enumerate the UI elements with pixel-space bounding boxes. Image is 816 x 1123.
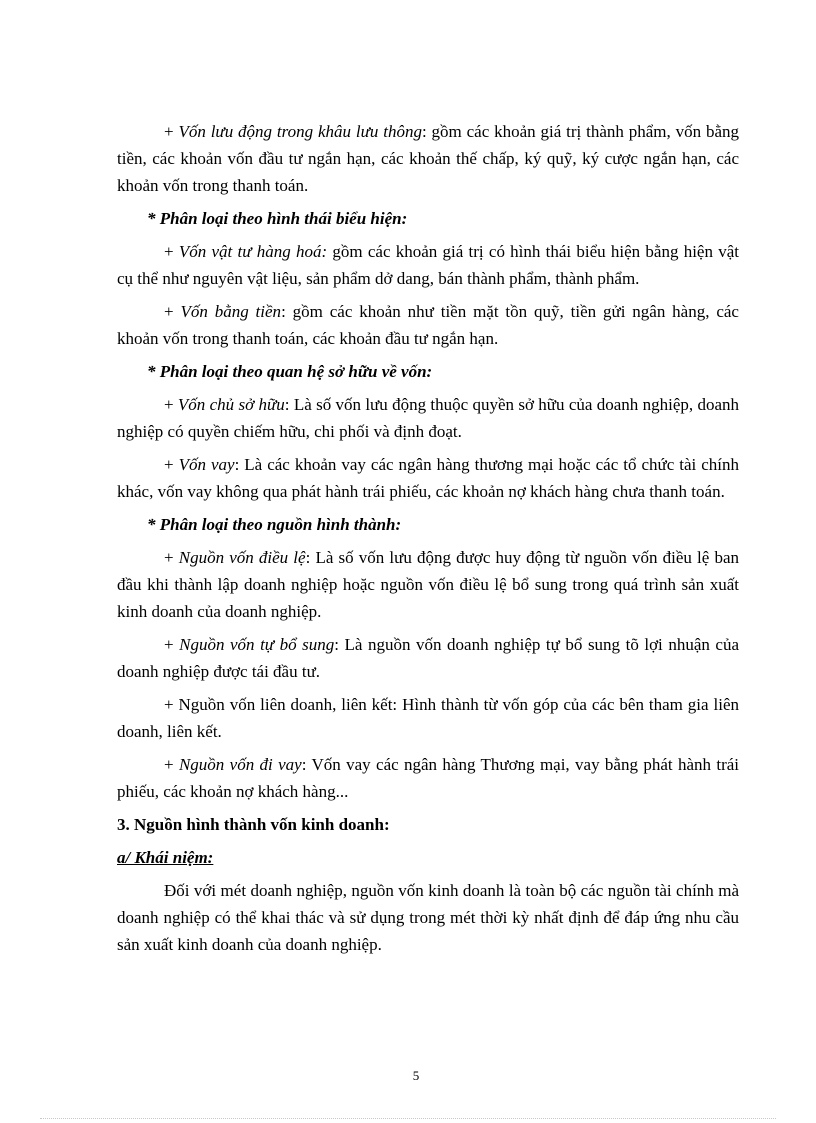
heading-hinh-thai: * Phân loại theo hình thái biểu hiện: [147, 209, 408, 228]
section-heading-nguon-von: 3. Nguồn hình thành vốn kinh doanh: [117, 815, 390, 834]
heading-nguon-hinh-thanh: * Phân loại theo nguồn hình thành: [147, 515, 402, 534]
text-rest: : gồm các khoản giá trị thành phẩm, vốn bằng tiền, các khoản vốn đầu tư ngắn hạn, các khoản thế chấp, ký quỹ, ký cược ngắn hạn, các khoản vốn trong thanh toán. [117, 122, 739, 195]
text-rest: : gồm các khoản như tiền mặt tồn quỹ, tiền gửi ngân hàng, các khoản vốn trong thanh toán, các khoản đầu tư ngắn hạn. [117, 302, 739, 348]
text-italic-term: Vốn chủ sở hữu [177, 395, 285, 414]
text-italic-term: Nguồn vốn điều lệ [178, 548, 306, 567]
text-rest: : Là nguồn vốn doanh nghiệp tự bổ sung tõ lợi nhuận của doanh nghiệp được tái đầu tư. [117, 635, 739, 681]
paragraph-dieu-le [117, 544, 739, 625]
text-rest: gồm các khoản giá trị có hình thái biểu hiện bằng hiện vật cụ thể như nguyên vật liệu, sản phẩm dở dang, bán thành phẩm, thành phẩm. [117, 242, 739, 288]
page-number: 5 [412, 1068, 420, 1083]
text-lead: + [164, 455, 179, 474]
text-rest: : Là số vốn lưu động thuộc quyền sở hữu của doanh nghiệp, doanh nghiệp có quyền chiếm hữu, chi phối và định đoạt. [117, 395, 740, 441]
text-lead: + [164, 242, 179, 261]
text-italic-term: Vốn lưu động trong khâu lưu thông [178, 122, 422, 141]
text-lead: + [164, 395, 178, 414]
document-body [117, 118, 739, 964]
text-lead: Đối với mét doanh nghiệp, nguồn vốn kinh doanh là toàn bộ các nguồn tài chính mà doanh nghiệp có thể khai thác và sử dụng trong mét thời kỳ nhất định để đáp ứng nhu cầu sản xuất kinh doanh của doanh nghiệp. [117, 881, 739, 954]
text-italic-term: Nguồn vốn tự bổ sung [179, 635, 335, 654]
paragraph-tu-bo-sung [117, 631, 739, 685]
text-lead: + [164, 635, 180, 654]
paragraph-von-vay [117, 451, 739, 505]
page-bottom-divider [40, 1118, 776, 1119]
text-lead: + Nguồn vốn liên doanh, liên kết: Hình thành từ vốn góp của các bên tham gia liên doanh, liên kết. [117, 695, 739, 741]
paragraph-di-vay [117, 751, 739, 805]
paragraph-vat-tu [117, 238, 739, 292]
subheading-khai-niem: a/ Khái niệm: [117, 848, 214, 867]
text-italic-term: Vốn vật tư hàng hoá: [178, 242, 328, 261]
paragraph-bang-tien [117, 298, 739, 352]
text-rest: : Là số vốn lưu động được huy động từ nguồn vốn điều lệ ban đầu khi thành lập doanh nghiệp hoặc nguồn vốn điều lệ bổ sung trong quá trình sản xuất kinh doanh của doanh nghiệp. [117, 548, 739, 621]
text-lead: + [164, 755, 179, 774]
paragraph-chu-so-huu [117, 391, 739, 445]
text-italic-term: Vốn vay [178, 455, 235, 474]
paragraph-khai-niem [117, 877, 739, 958]
text-rest: : Vốn vay các ngân hàng Thương mại, vay bằng phát hành trái phiếu, các khoản nợ khách hàng... [117, 755, 740, 801]
paragraph-von-luu-thong [117, 118, 739, 199]
text-lead: + [164, 548, 179, 567]
text-rest: : Là các khoản vay các ngân hàng thương mại hoặc các tổ chức tài chính khác, vốn vay không qua phát hành trái phiếu, các khoản nợ khách hàng chưa thanh toán. [117, 455, 739, 501]
text-italic-term: Vốn bằng tiền [180, 302, 282, 321]
text-italic-term: Nguồn vốn đi vay [178, 755, 302, 774]
text-lead: + [164, 302, 181, 321]
paragraph-lien-doanh [117, 691, 739, 745]
heading-so-huu: * Phân loại theo quan hệ sở hữu về vốn: [147, 362, 433, 381]
text-lead: + [164, 122, 179, 141]
